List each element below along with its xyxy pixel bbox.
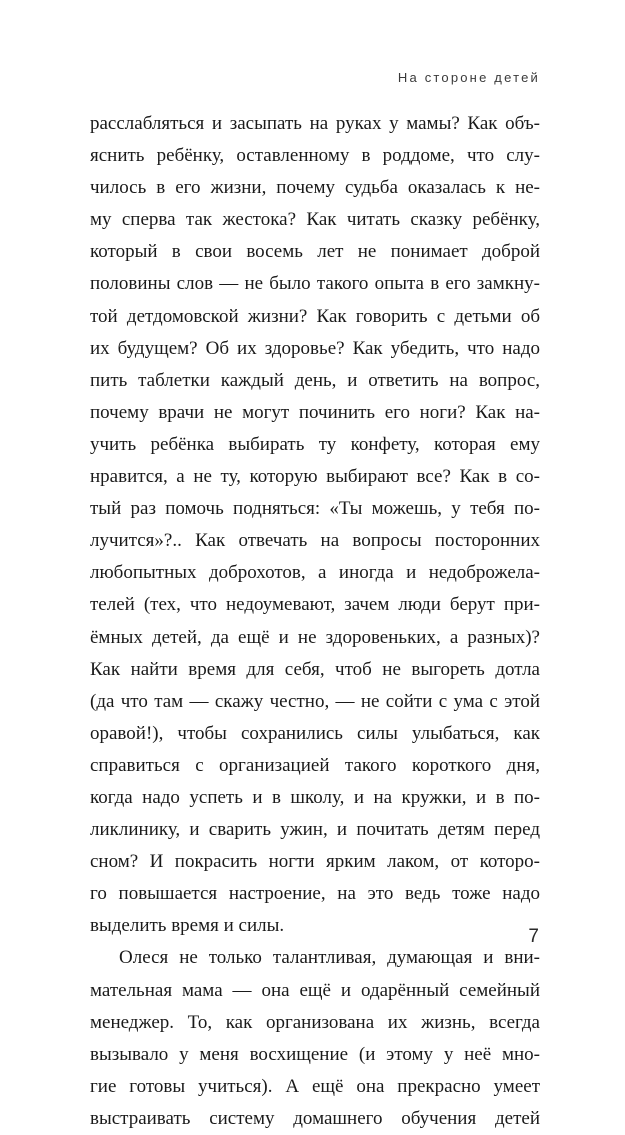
- text-line-paragraph-start: Олеся не только талантливая, думающая и вни-: [119, 947, 540, 969]
- body-text: [90, 108, 540, 1135]
- text-line: почему врачи не могут починить его ноги? Как на-: [90, 401, 540, 423]
- text-line: пить таблетки каждый день, и ответить на вопрос,: [90, 369, 540, 391]
- text-line: Как найти время для себя, чтоб не выгореть дотла: [90, 658, 540, 680]
- text-line: яснить ребёнку, оставленному в роддоме, что слу-: [90, 145, 540, 167]
- text-line: го повышается настроение, на это ведь тоже надо: [90, 883, 540, 905]
- text-line: справиться с организацией такого короткого дня,: [90, 754, 540, 776]
- running-head: На стороне детей: [397, 70, 540, 85]
- text-line: расслабляться и засыпать на руках у мамы? Как объ-: [90, 113, 540, 134]
- text-line: (да что там — скажу честно, — не сойти с ума с этой: [90, 690, 540, 712]
- text-line: который в свои восемь лет не понимает доброй: [90, 241, 540, 263]
- text-line: тый раз помочь подняться: «Ты можешь, у тебя по-: [90, 498, 540, 520]
- text-line: любопытных доброхотов, а иногда и недоброжела-: [90, 562, 540, 584]
- text-line: оравой!), чтобы сохранились силы улыбаться, как: [90, 722, 540, 744]
- text-line: половины слов — не было такого опыта в его замкну-: [90, 273, 540, 295]
- text-line-paragraph-end: выделить время и силы.: [90, 915, 285, 937]
- text-line: той детдомовской жизни? Как говорить с детьми об: [90, 305, 540, 327]
- text-line: когда надо успеть и в школу, и на кружки, и в по-: [90, 786, 540, 808]
- text-line: нравится, а не ту, которую выбирают все? Как в со-: [90, 466, 540, 488]
- text-line: гие готовы учиться). А ещё она прекрасно умеет: [90, 1075, 540, 1097]
- text-line: мательная мама — она ещё и одарённый семейный: [90, 979, 540, 1001]
- text-line: их будущем? Об их здоровье? Как убедить, что надо: [90, 337, 540, 359]
- text-line: ликлинику, и сварить ужин, и почитать детям перед: [90, 819, 540, 841]
- page-number: 7: [528, 926, 539, 947]
- text-line: лучится»?.. Как отвечать на вопросы посторонних: [90, 530, 540, 552]
- text-line: менеджер. То, как организована их жизнь, всегда: [90, 1011, 540, 1033]
- text-line: телей (тех, что недоумевают, зачем люди берут при-: [90, 594, 540, 616]
- text-line: учить ребёнка выбирать ту конфету, которая ему: [90, 433, 540, 455]
- text-line: сном? И покрасить ногти ярким лаком, от которо-: [90, 851, 540, 873]
- text-line: ёмных детей, да ещё и не здоровеньких, а разных)?: [90, 626, 540, 648]
- text-line: чилось в его жизни, почему судьба оказалась к не-: [90, 177, 540, 199]
- text-line: му сперва так жестока? Как читать сказку ребёнку,: [90, 209, 540, 231]
- text-line: вызывало у меня восхищение (и этому у неё мно-: [90, 1043, 540, 1065]
- text-line: выстраивать систему домашнего обучения детей: [90, 1107, 540, 1129]
